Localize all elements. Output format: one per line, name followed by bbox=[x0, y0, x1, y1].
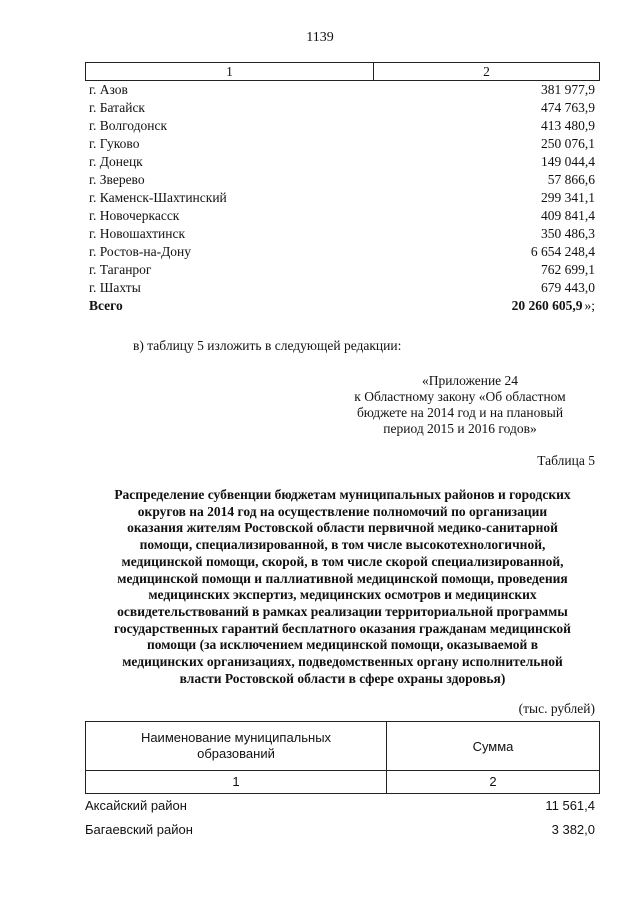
municipality-name: г. Новошахтинск bbox=[89, 226, 185, 241]
municipality-amount: 350 486,3 bbox=[541, 226, 595, 241]
municipality-name: г. Новочеркасск bbox=[89, 208, 180, 223]
table-row bbox=[85, 135, 600, 153]
title-line: медицинской помощи и паллиативной медицинской помощи, проведения bbox=[117, 570, 568, 586]
appendix-line: период 2015 и 2016 годов» bbox=[383, 421, 537, 436]
table-column-numbers bbox=[85, 771, 600, 794]
table-row bbox=[85, 99, 600, 117]
table-header bbox=[85, 721, 600, 771]
municipality-amount: 762 699,1 bbox=[541, 262, 595, 277]
header-amount: Сумма bbox=[472, 738, 514, 754]
municipality-name: г. Азов bbox=[89, 82, 128, 97]
title-line: освидетельствований в рамках реализации территориальной программы bbox=[117, 603, 568, 619]
appendix-line: бюджете на 2014 год и на плановый bbox=[356, 405, 564, 420]
appendix-reference bbox=[330, 373, 590, 437]
table-row bbox=[85, 171, 600, 189]
table-row bbox=[85, 261, 600, 279]
title-line: помощи, специализированной, в том числе высокотехнологичной, bbox=[139, 537, 546, 553]
municipality-name: г. Таганрог bbox=[89, 262, 152, 277]
table-row bbox=[85, 279, 600, 297]
header-line: образований bbox=[197, 746, 275, 761]
municipality-amount: 381 977,9 bbox=[541, 82, 595, 97]
table-column-numbers bbox=[85, 62, 600, 81]
table-row bbox=[85, 225, 600, 243]
units-label: (тыс. рублей) bbox=[518, 701, 595, 716]
municipality-name: г. Гуково bbox=[89, 136, 140, 151]
header-line: Наименование муниципальных bbox=[140, 730, 332, 745]
title-line: помощи (за исключением медицинской помощи, оказываемой в bbox=[147, 637, 538, 653]
header-municipality bbox=[86, 722, 387, 770]
table-row bbox=[85, 243, 600, 261]
municipality-amount: 299 341,1 bbox=[541, 190, 595, 205]
appendix-line: к Областному закону «Об областном bbox=[354, 389, 566, 404]
column-number-2: 2 bbox=[489, 774, 497, 789]
total-amount-cell bbox=[455, 297, 600, 315]
column-number-1: 1 bbox=[86, 771, 387, 793]
municipality-amount: 413 480,9 bbox=[541, 118, 595, 133]
municipality-name: г. Зверево bbox=[89, 172, 145, 187]
district-name: Аксайский район bbox=[85, 798, 187, 813]
column-number-1: 1 bbox=[86, 63, 374, 80]
municipality-name: г. Шахты bbox=[89, 280, 141, 295]
table-row bbox=[85, 189, 600, 207]
table-row bbox=[85, 153, 600, 171]
table-total-row bbox=[85, 297, 600, 315]
amendment-instruction: в) таблицу 5 изложить в следующей редакции: bbox=[133, 338, 402, 353]
table-row bbox=[85, 117, 600, 135]
page-number: 1139 bbox=[306, 30, 334, 45]
title-line: оказания жителям Ростовской области первичной медико-санитарной bbox=[127, 520, 558, 536]
municipality-name: г. Донецк bbox=[89, 154, 143, 169]
title-line: власти Ростовской области в сфере охраны здоровья) bbox=[179, 670, 506, 686]
title-line: округов на 2014 год на осуществление полномочий по организации bbox=[137, 503, 548, 519]
district-amount: 3 382,0 bbox=[551, 822, 595, 837]
municipality-name: г. Каменск-Шахтинский bbox=[89, 190, 227, 205]
district-amount: 11 561,4 bbox=[545, 798, 595, 813]
municipality-name: г. Батайск bbox=[89, 100, 145, 115]
municipality-amount: 474 763,9 bbox=[541, 100, 595, 115]
municipality-amount: 6 654 248,4 bbox=[530, 244, 595, 259]
title-line: медицинских экспертиз, медицинских осмотров и медицинских bbox=[148, 587, 537, 603]
subvention-table-continued bbox=[85, 62, 600, 315]
total-label: Всего bbox=[89, 298, 123, 313]
table-row bbox=[85, 794, 600, 818]
total-amount: 20 260 605,9 bbox=[511, 298, 583, 313]
municipality-amount: 250 076,1 bbox=[541, 136, 595, 151]
municipality-amount: 149 044,4 bbox=[541, 154, 595, 169]
title-line: медицинской помощи, скорой, в том числе скорой специализированной, bbox=[121, 553, 564, 569]
district-name: Багаевский район bbox=[85, 822, 193, 837]
table-title bbox=[85, 487, 600, 687]
table-row bbox=[85, 818, 600, 842]
table-label: Таблица 5 bbox=[537, 453, 595, 468]
table-row bbox=[85, 207, 600, 225]
title-line: государственных гарантий бесплатного оказания гражданам медицинской bbox=[114, 620, 571, 636]
municipality-name: г. Ростов-на-Дону bbox=[89, 244, 192, 259]
title-line: Распределение субвенции бюджетам муниципальных районов и городских bbox=[114, 487, 571, 502]
municipality-amount: 409 841,4 bbox=[541, 208, 595, 223]
column-number-2: 2 bbox=[483, 64, 490, 79]
title-line: медицинских организациях, подведомственных органу исполнительной bbox=[122, 654, 563, 670]
appendix-line: «Приложение 24 bbox=[421, 373, 519, 388]
subvention-table-5 bbox=[85, 721, 600, 842]
municipality-amount: 57 866,6 bbox=[547, 172, 595, 187]
closing-quote: »; bbox=[584, 298, 595, 313]
municipality-amount: 679 443,0 bbox=[541, 280, 595, 295]
table-row bbox=[85, 81, 600, 99]
municipality-name: г. Волгодонск bbox=[89, 118, 168, 133]
